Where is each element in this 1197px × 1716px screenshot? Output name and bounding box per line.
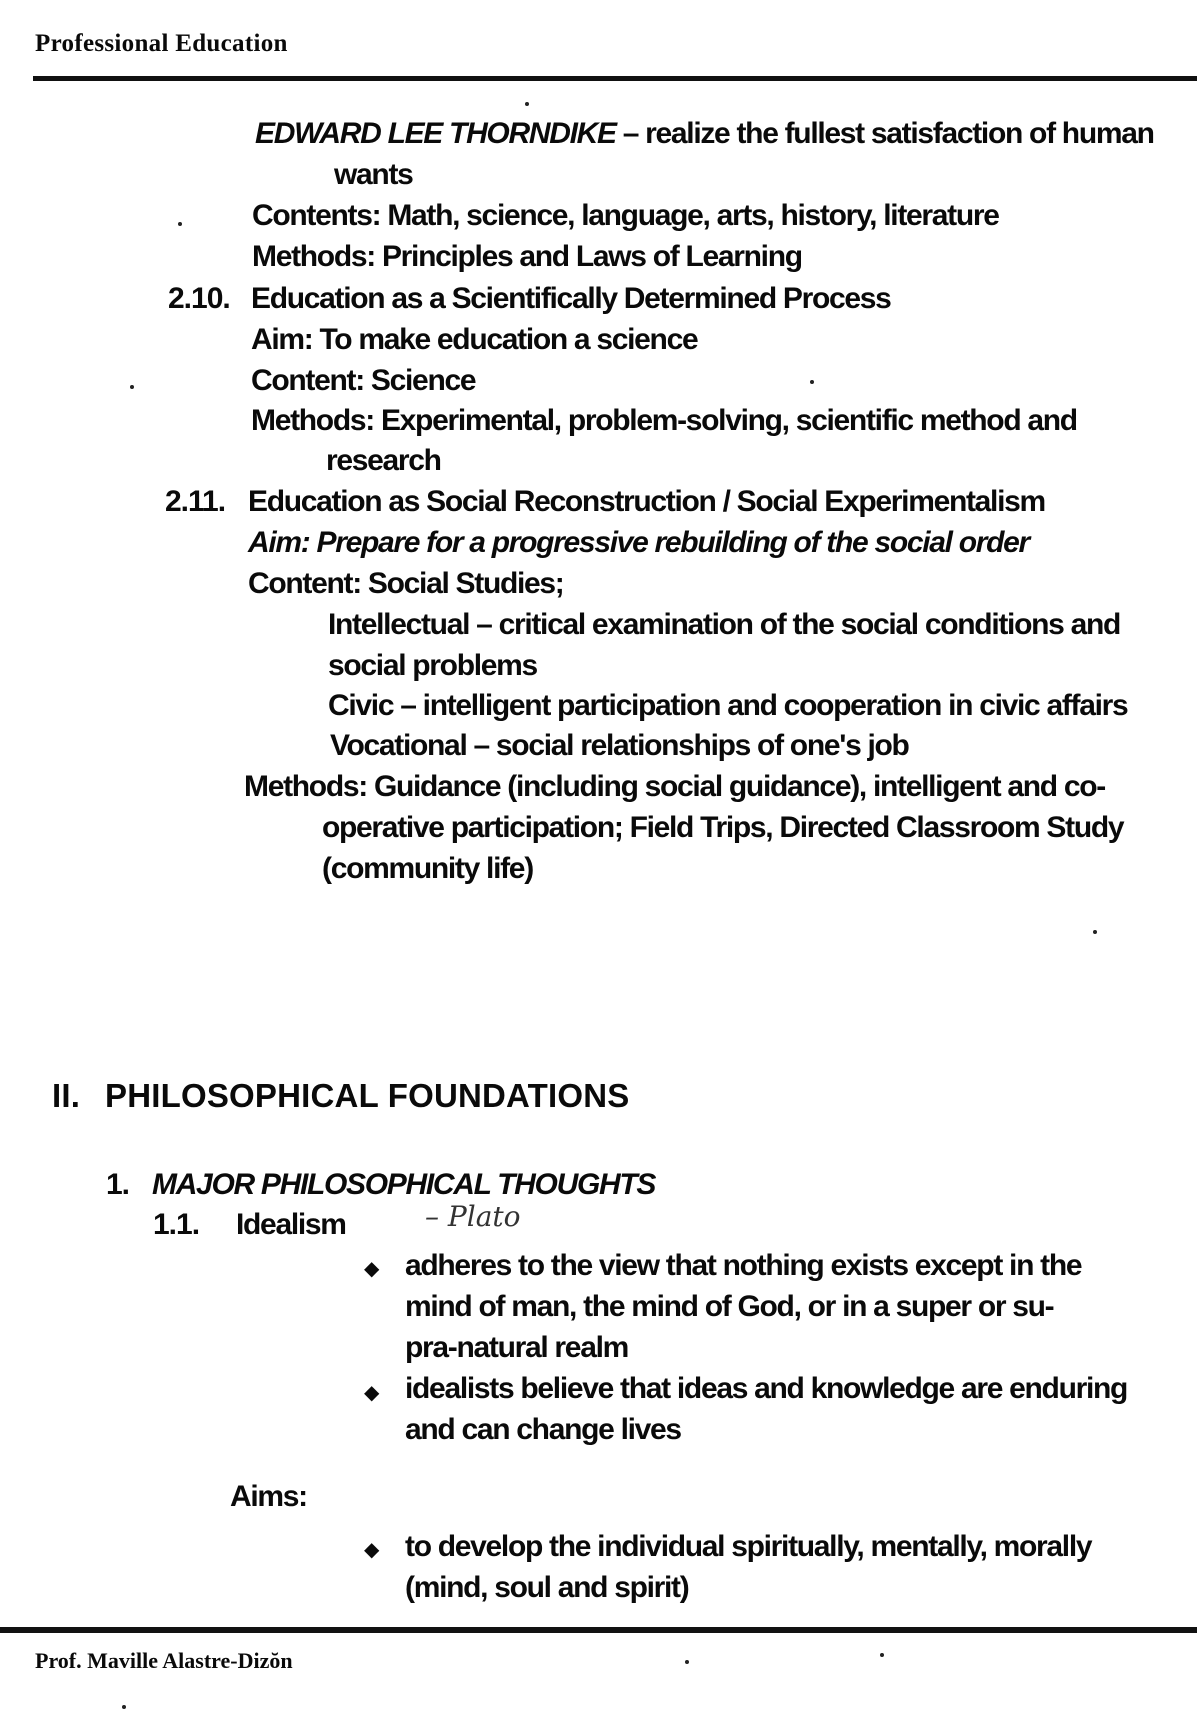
- item-2-10-methods-cont: research: [326, 444, 441, 477]
- item-2-10-content: Content: Science: [251, 364, 476, 397]
- item-2-10-methods: Methods: Experimental, problem-solving, scientific method and: [251, 404, 1077, 437]
- diamond-bullet-icon: ◆: [364, 1382, 380, 1404]
- item-2-11-title: Education as Social Reconstruction / Social Experimentalism: [248, 485, 1045, 518]
- item-2-10-number: 2.10.: [168, 282, 230, 315]
- scan-speck: [130, 385, 134, 389]
- thorndike-contents: Contents: Math, science, language, arts, history, literature: [252, 199, 999, 232]
- scan-speck: [685, 1660, 689, 1664]
- idealism-bullet-2-line-1: idealists believe that ideas and knowledge are enduring: [405, 1372, 1128, 1405]
- thorndike-text: – realize the fullest satisfaction of human: [615, 117, 1154, 150]
- item-2-10-title: Education as a Scientifically Determined Process: [251, 282, 891, 315]
- scan-speck: [1093, 930, 1097, 934]
- handwritten-note: – Plato: [425, 1200, 521, 1233]
- idealism-bullet-2-line-2: and can change lives: [405, 1413, 681, 1446]
- idealism-bullet-1-line-2: mind of man, the mind of God, or in a super or su-: [405, 1290, 1054, 1323]
- major-number: 1.: [106, 1168, 130, 1201]
- item-2-10-aim: Aim: To make education a science: [251, 323, 698, 356]
- aims-label: Aims:: [230, 1480, 307, 1513]
- page-header-title: Professional Education: [35, 30, 288, 57]
- item-2-11-number: 2.11.: [165, 485, 226, 518]
- item-2-11-intellectual: Intellectual – critical examination of the social conditions and: [328, 608, 1121, 641]
- thorndike-methods: Methods: Principles and Laws of Learning: [252, 240, 802, 273]
- scan-speck: [122, 1705, 126, 1709]
- idealism-number: 1.1.: [153, 1208, 200, 1241]
- idealism-bullet-1-line-1: adheres to the view that nothing exists except in the: [405, 1249, 1082, 1282]
- section-ii-title: PHILOSOPHICAL FOUNDATIONS: [105, 1077, 630, 1114]
- item-2-11-civic: Civic – intelligent participation and cooperation in civic affairs: [328, 689, 1128, 722]
- scan-speck: [178, 222, 182, 226]
- item-2-11-intellectual-cont: social problems: [328, 649, 537, 682]
- header-rule: [33, 76, 1197, 81]
- item-2-11-methods: Methods: Guidance (including social guidance), intelligent and co-: [244, 770, 1105, 803]
- diamond-bullet-icon: ◆: [364, 1258, 380, 1280]
- thorndike-name: EDWARD LEE THORNDIKE: [255, 117, 616, 150]
- item-2-11-content: Content: Social Studies;: [248, 567, 564, 600]
- thorndike-line: [255, 117, 1154, 151]
- item-2-11-vocational: Vocational – social relationships of one's job: [330, 729, 909, 762]
- thorndike-continuation: wants: [334, 158, 413, 191]
- scan-speck: [810, 380, 814, 384]
- section-ii-numeral: II.: [52, 1077, 81, 1114]
- idealism-title: Idealism: [236, 1208, 346, 1241]
- aims-bullet-1-line-1: to develop the individual spiritually, mentally, morally: [405, 1530, 1092, 1563]
- footer-author: Prof. Maville Alastre-Dizŏn: [35, 1648, 293, 1673]
- item-2-11-aim: Aim: Prepare for a progressive rebuilding of the social order: [248, 526, 1029, 559]
- idealism-bullet-1-line-3: pra-natural realm: [405, 1331, 628, 1364]
- aims-bullet-1-line-2: (mind, soul and spirit): [405, 1571, 689, 1604]
- diamond-bullet-icon: ◆: [364, 1539, 380, 1561]
- scan-speck: [525, 102, 529, 106]
- item-2-11-methods-cont1: operative participation; Field Trips, Directed Classroom Study: [322, 811, 1124, 844]
- footer-rule: [0, 1627, 1197, 1633]
- item-2-11-methods-cont2: (community life): [322, 852, 533, 885]
- major-title: MAJOR PHILOSOPHICAL THOUGHTS: [152, 1168, 656, 1201]
- scan-speck: [880, 1653, 884, 1657]
